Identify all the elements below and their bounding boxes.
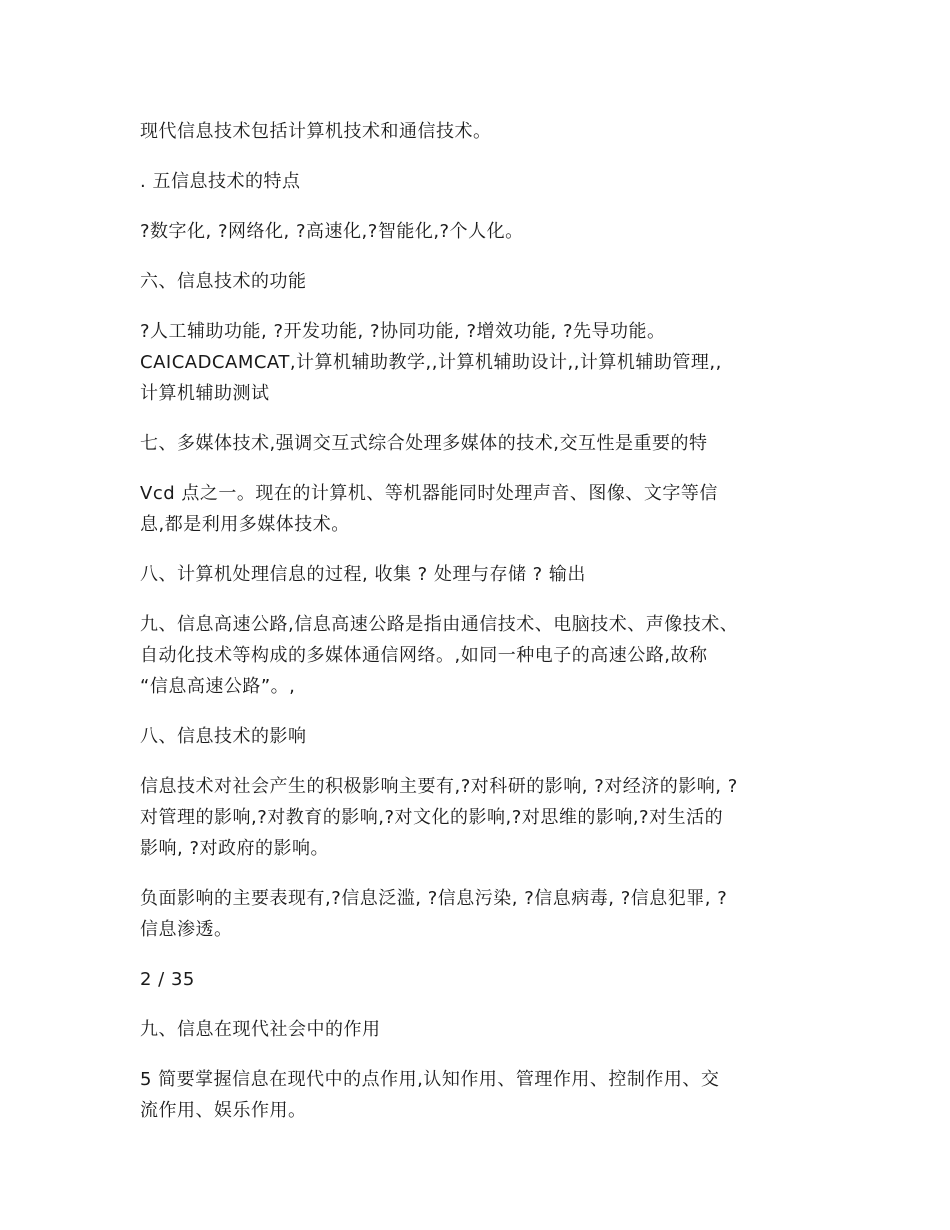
page-number [140, 964, 840, 995]
text-line: 影响, ?对政府的影响。 [140, 838, 329, 859]
text-line: 八、信息技术的影响 [140, 726, 307, 747]
heading-functions [140, 266, 840, 297]
text-line: 自动化技术等构成的多媒体通信网络。,如同一种电子的高速公路,故称 [140, 645, 708, 666]
text-line: ?人工辅助功能, ?开发功能, ?协同功能, ?增效功能, ?先导功能。 [140, 321, 666, 342]
paragraph-positive-impact [140, 771, 840, 864]
text-line: 流作用、娱乐作用。 [140, 1100, 307, 1121]
text-line: 2 / 35 [140, 969, 195, 990]
heading-features [140, 166, 840, 197]
paragraph-features-list [140, 216, 840, 247]
heading-role [140, 1014, 840, 1045]
text-line: Vcd 点之一。现在的计算机、等机器能同时处理声音、图像、文字等信 [140, 483, 718, 504]
paragraph-processing [140, 559, 840, 590]
paragraph-highway [140, 609, 840, 702]
text-line: “信息高速公路”。, [140, 676, 296, 697]
text-line: CAICADCAMCAT,计算机辅助教学,,计算机辅助设计,,计算机辅助管理,, [140, 352, 722, 373]
text-line: 九、信息在现代社会中的作用 [140, 1019, 381, 1040]
text-line: 信息渗透。 [140, 919, 233, 940]
paragraph-functions [140, 316, 840, 409]
text-line: 息,都是利用多媒体技术。 [140, 514, 350, 535]
text-line: . 五信息技术的特点 [140, 171, 301, 192]
paragraph-vcd [140, 478, 840, 540]
text-line: 信息技术对社会产生的积极影响主要有,?对科研的影响, ?对经济的影响, ? [140, 776, 738, 797]
paragraph-multimedia [140, 428, 840, 459]
document-page [140, 116, 840, 1145]
text-line: 八、计算机处理信息的过程, 收集 ? 处理与存储 ? 输出 [140, 564, 586, 585]
paragraph-negative-impact [140, 883, 840, 945]
text-line: 现代信息技术包括计算机技术和通信技术。 [140, 121, 492, 142]
text-line: ?数字化, ?网络化, ?高速化,?智能化,?个人化。 [140, 221, 524, 242]
text-line: 六、信息技术的功能 [140, 271, 307, 292]
text-line: 九、信息高速公路,信息高速公路是指由通信技术、电脑技术、声像技术、 [140, 614, 739, 635]
text-line: 负面影响的主要表现有,?信息泛滥, ?信息污染, ?信息病毒, ?信息犯罪, ? [140, 888, 728, 909]
paragraph-intro [140, 116, 840, 147]
text-line: 5 简要掌握信息在现代中的点作用,认知作用、管理作用、控制作用、交 [140, 1069, 720, 1090]
text-line: 对管理的影响,?对教育的影响,?对文化的影响,?对思维的影响,?对生活的 [140, 807, 724, 828]
text-line: 七、多媒体技术,强调交互式综合处理多媒体的技术,交互性是重要的特 [140, 433, 708, 454]
text-line: 计算机辅助测试 [140, 383, 270, 404]
heading-impact [140, 721, 840, 752]
paragraph-role [140, 1064, 840, 1126]
